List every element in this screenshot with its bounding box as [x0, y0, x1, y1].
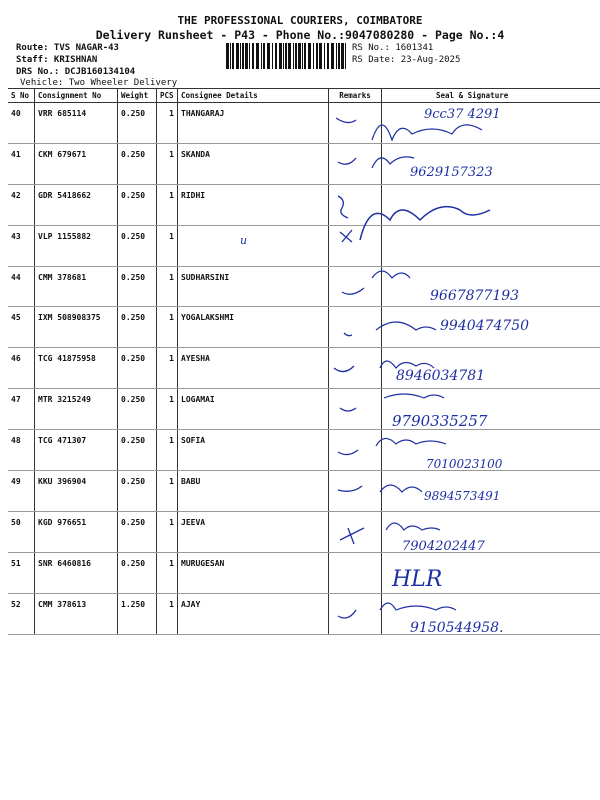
route-info: Route: TVS NAGAR-43	[16, 43, 119, 53]
cell-weight: 0.250	[118, 184, 157, 225]
cell-sno: 49	[8, 471, 35, 512]
cell-pcs: 1	[157, 511, 178, 552]
signature-phone-40: 9cc37 4291	[424, 107, 501, 122]
col-remarks: Remarks	[329, 89, 382, 103]
table-row	[8, 593, 600, 634]
cell-remarks	[329, 511, 382, 552]
barcode-bar	[263, 43, 265, 69]
cell-weight: 0.250	[118, 103, 157, 144]
cell-seal	[382, 225, 600, 266]
rs-number: RS No.: 1601341	[352, 43, 434, 53]
cell-consignment: TCG 41875958	[35, 348, 118, 389]
cell-sno: 47	[8, 389, 35, 430]
barcode-bar	[226, 43, 229, 69]
cell-consignment: KGD 976651	[35, 511, 118, 552]
cell-seal	[382, 593, 600, 634]
barcode-bar	[338, 43, 340, 69]
cell-pcs: 1	[157, 143, 178, 184]
barcode-bar	[324, 43, 325, 69]
cell-sno: 43	[8, 225, 35, 266]
table-row	[8, 225, 600, 266]
cell-remarks	[329, 389, 382, 430]
col-seal: Seal & Signature	[382, 89, 600, 103]
barcode-bar	[313, 43, 314, 69]
signature-phone-47: 9790335257	[392, 412, 488, 430]
barcode-bar	[279, 43, 282, 69]
cell-sno: 40	[8, 103, 35, 144]
barcode-bar	[336, 43, 337, 69]
barcode-bar	[298, 43, 301, 69]
cell-seal	[382, 143, 600, 184]
cell-consignment: SNR 6460816	[35, 552, 118, 593]
table-row	[8, 430, 600, 471]
cell-remarks	[329, 552, 382, 593]
cell-sno: 44	[8, 266, 35, 307]
cell-seal	[382, 348, 600, 389]
cell-seal	[382, 471, 600, 512]
cell-consignee: AYESHA	[178, 348, 329, 389]
signature-phone-45: 9940474750	[440, 318, 530, 334]
barcode-bar	[341, 43, 344, 69]
table-row	[8, 389, 600, 430]
staff-info: Staff: KRISHNAN	[16, 55, 98, 65]
col-weight: Weight	[118, 89, 157, 103]
signature-phone-41: 9629157323	[410, 165, 493, 180]
cell-consignment: VLP 1155882	[35, 225, 118, 266]
drs-info: DRS No.: DCJB160134104	[16, 67, 136, 77]
cell-remarks	[329, 225, 382, 266]
barcode-bar	[295, 43, 297, 69]
cell-remarks	[329, 593, 382, 634]
barcode-bar	[245, 43, 248, 69]
cell-seal	[382, 103, 600, 144]
table-row	[8, 307, 600, 348]
cell-sno: 50	[8, 511, 35, 552]
table-row	[8, 552, 600, 593]
barcode-bar	[242, 43, 244, 69]
col-consignment: Consignment No	[35, 89, 118, 103]
barcode-bar	[283, 43, 284, 69]
barcode-bar	[288, 43, 291, 69]
cell-consignment: GDR 5418662	[35, 184, 118, 225]
signature-phone-44: 9667877193	[430, 288, 520, 304]
cell-sno: 42	[8, 184, 35, 225]
barcode-bar	[316, 43, 318, 69]
barcode-bar	[236, 43, 239, 69]
company-title: THE PROFESSIONAL COURIERS, COIMBATORE	[177, 14, 423, 27]
barcode	[226, 43, 348, 69]
cell-weight: 0.250	[118, 266, 157, 307]
cell-consignee: YOGALAKSHMI	[178, 307, 329, 348]
barcode-bar	[293, 43, 294, 69]
runsheet-table	[8, 88, 600, 635]
cell-remarks	[329, 266, 382, 307]
cell-seal	[382, 307, 600, 348]
cell-remarks	[329, 430, 382, 471]
cell-remarks	[329, 103, 382, 144]
barcode-bar	[302, 43, 303, 69]
cell-weight: 0.250	[118, 471, 157, 512]
barcode-bar	[275, 43, 277, 69]
cell-pcs: 1	[157, 552, 178, 593]
signature-phone-48: 7010023100	[426, 457, 503, 471]
rs-date: RS Date: 23-Aug-2025	[352, 55, 461, 65]
table-row	[8, 348, 600, 389]
barcode-bar	[331, 43, 334, 69]
cell-pcs: 1	[157, 266, 178, 307]
cell-sno: 48	[8, 430, 35, 471]
table-header	[8, 89, 600, 103]
barcode-bar	[327, 43, 329, 69]
cell-pcs: 1	[157, 471, 178, 512]
cell-pcs: 1	[157, 103, 178, 144]
barcode-bar	[256, 43, 259, 69]
barcode-bar	[232, 43, 234, 69]
cell-pcs: 1	[157, 389, 178, 430]
cell-weight: 0.250	[118, 348, 157, 389]
cell-remarks	[329, 184, 382, 225]
cell-consignee: SOFIA	[178, 430, 329, 471]
barcode-bar	[261, 43, 262, 69]
cell-weight: 0.250	[118, 511, 157, 552]
cell-pcs: 1	[157, 307, 178, 348]
cell-seal	[382, 184, 600, 225]
cell-pcs: 1	[157, 225, 178, 266]
mark-43: u	[240, 234, 248, 247]
cell-sno: 45	[8, 307, 35, 348]
cell-sno: 46	[8, 348, 35, 389]
cell-weight: 0.250	[118, 225, 157, 266]
cell-seal	[382, 266, 600, 307]
barcode-bar	[267, 43, 270, 69]
cell-remarks	[329, 307, 382, 348]
cell-pcs: 1	[157, 184, 178, 225]
cell-weight: 1.250	[118, 593, 157, 634]
cell-consignee: SUDHARSINI	[178, 266, 329, 307]
cell-consignment: KKU 396904	[35, 471, 118, 512]
cell-consignee: MURUGESAN	[178, 552, 329, 593]
barcode-bar	[308, 43, 311, 69]
cell-weight: 0.250	[118, 552, 157, 593]
cell-consignee	[178, 225, 329, 266]
barcode-bar	[272, 43, 273, 69]
cell-consignment: IXM 508908375	[35, 307, 118, 348]
signature-phone-50: 7904202447	[402, 539, 485, 554]
cell-weight: 0.250	[118, 430, 157, 471]
cell-consignee: AJAY	[178, 593, 329, 634]
cell-consignment: TCG 471307	[35, 430, 118, 471]
barcode-bar	[249, 43, 250, 69]
barcode-bar	[319, 43, 322, 69]
cell-weight: 0.250	[118, 307, 157, 348]
col-pcs: PCS	[157, 89, 178, 103]
barcode-bar	[345, 43, 346, 69]
cell-pcs: 1	[157, 348, 178, 389]
cell-consignment: MTR 3215249	[35, 389, 118, 430]
cell-sno: 52	[8, 593, 35, 634]
cell-consignment: VRR 685114	[35, 103, 118, 144]
barcode-bar	[240, 43, 241, 69]
barcode-bar	[230, 43, 231, 69]
col-sno: S No	[8, 89, 35, 103]
table-row	[8, 143, 600, 184]
table-row	[8, 511, 600, 552]
cell-remarks	[329, 143, 382, 184]
cell-weight: 0.250	[118, 389, 157, 430]
cell-consignment: CMM 378613	[35, 593, 118, 634]
cell-sno: 51	[8, 552, 35, 593]
barcode-bar	[304, 43, 306, 69]
cell-consignee: BABU	[178, 471, 329, 512]
cell-weight: 0.250	[118, 143, 157, 184]
vehicle-info: Vehicle: Two Wheeler Delivery	[20, 78, 178, 88]
barcode-bar	[252, 43, 254, 69]
cell-consignment: CKM 679671	[35, 143, 118, 184]
signature-phone-49: 9894573491	[424, 489, 501, 503]
table-row	[8, 103, 600, 144]
cell-seal	[382, 430, 600, 471]
cell-consignee: LOGAMAI	[178, 389, 329, 430]
cell-consignee: RIDHI	[178, 184, 329, 225]
cell-consignee: THANGARAJ	[178, 103, 329, 144]
runsheet-subtitle: Delivery Runsheet - P43 - Phone No.:9047080280 - Page No.:4	[95, 28, 505, 42]
cell-remarks	[329, 348, 382, 389]
cell-pcs: 1	[157, 430, 178, 471]
cell-pcs: 1	[157, 593, 178, 634]
cell-consignee: SKANDA	[178, 143, 329, 184]
table-row	[8, 184, 600, 225]
signature-51: HLR	[392, 567, 443, 592]
cell-sno: 41	[8, 143, 35, 184]
cell-seal	[382, 511, 600, 552]
signature-phone-46: 8946034781	[396, 368, 486, 384]
cell-remarks	[329, 471, 382, 512]
table-row	[8, 471, 600, 512]
cell-seal	[382, 389, 600, 430]
cell-seal	[382, 552, 600, 593]
cell-consignee: JEEVA	[178, 511, 329, 552]
cell-consignment: CMM 378681	[35, 266, 118, 307]
col-consignee: Consignee Details	[178, 89, 329, 103]
table-row	[8, 266, 600, 307]
barcode-bar	[285, 43, 287, 69]
signature-phone-52: 9150544958.	[410, 620, 504, 636]
